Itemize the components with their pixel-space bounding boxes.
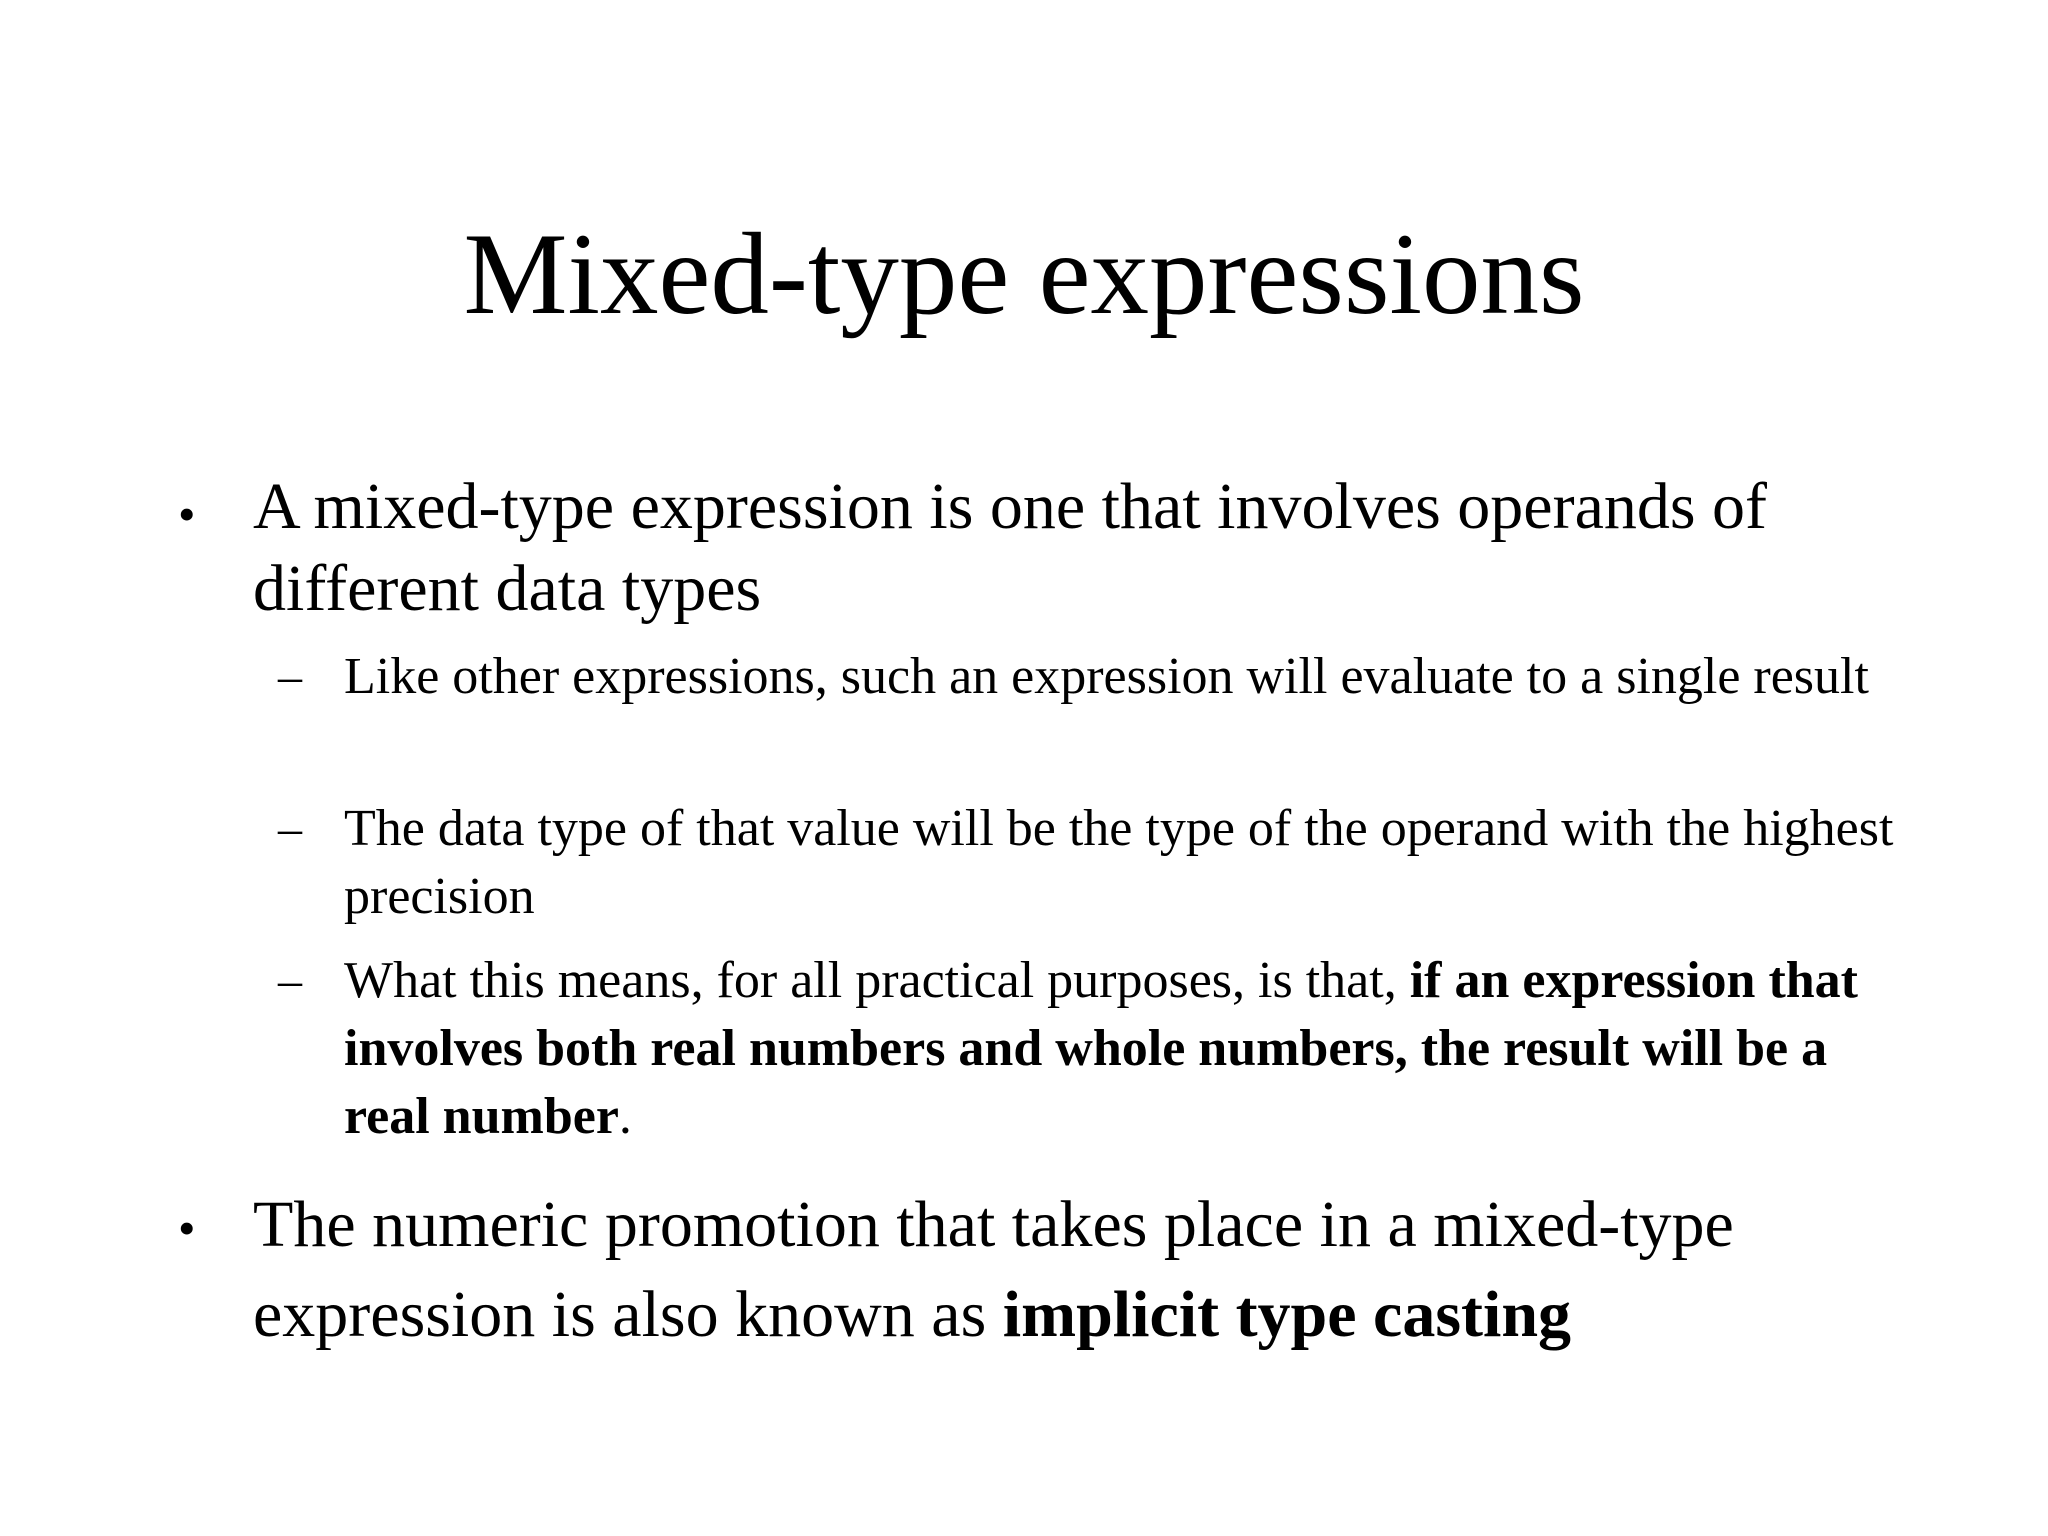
- bullet-text: A mixed-type expression is one that involves operands of different data types: [253, 470, 1768, 625]
- bullet-text-plain: The numeric promotion that takes place in a mixed-type expression is also known as: [253, 1188, 1734, 1351]
- bullet-marker: •: [178, 1200, 196, 1256]
- sub-bullet-text-plain: What this means, for all practical purposes, is that,: [344, 952, 1410, 1009]
- sub-bullet-text-end: .: [618, 1088, 632, 1145]
- sub-bullet-marker: –: [278, 802, 302, 855]
- sub-bullet-text: The data type of that value will be the type of the operand with the highest precision: [344, 800, 1894, 925]
- slide-title: Mixed-type expressions: [463, 210, 1585, 339]
- bullet-text: [253, 1180, 1953, 1360]
- bullet-marker: •: [178, 486, 196, 542]
- sub-bullet-text: [344, 947, 1904, 1151]
- sub-bullet-marker: –: [278, 954, 302, 1007]
- sub-bullet-marker: –: [278, 650, 302, 703]
- sub-bullet-text-bold: if an expression that involves both real numbers and whole numbers, the result will be a real number: [344, 952, 1858, 1145]
- bullet-text-bold: implicit type casting: [1002, 1278, 1572, 1351]
- sub-bullet-text: Like other expressions, such an expression will evaluate to a single result: [344, 648, 1869, 705]
